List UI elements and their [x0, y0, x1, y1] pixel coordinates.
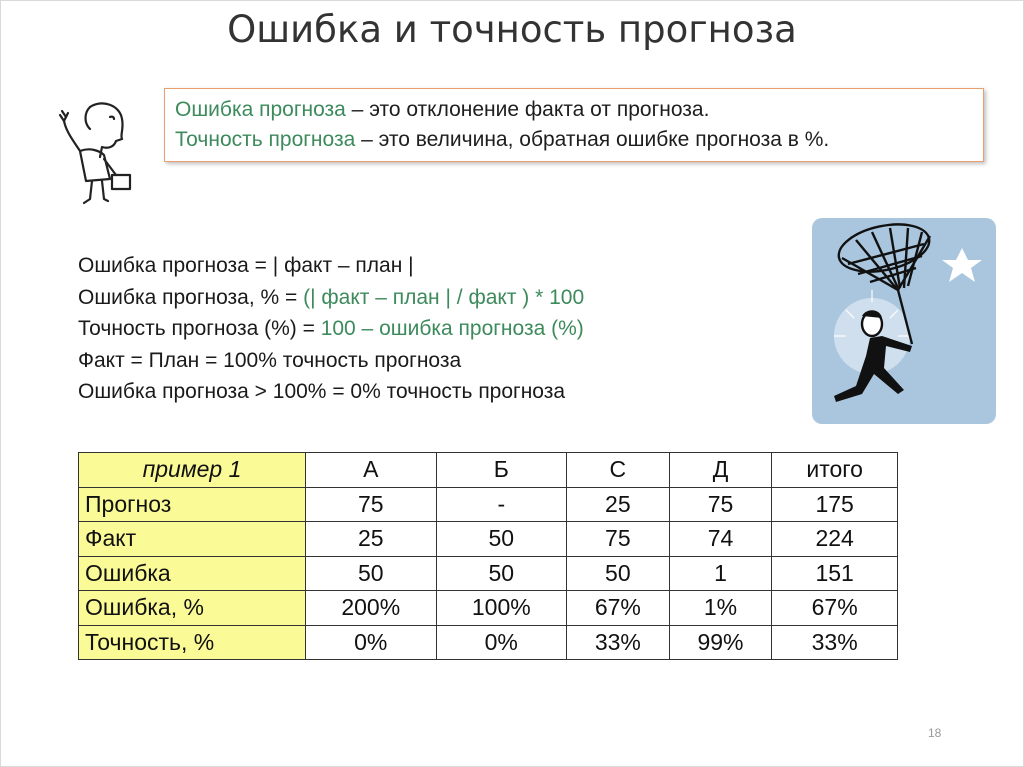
formula-accuracy [78, 313, 584, 345]
table-header-cell: итого [772, 453, 898, 488]
formulas-block [78, 250, 584, 408]
table-cell: 50 [567, 556, 670, 591]
table-cell: 99% [669, 625, 772, 660]
table-cell: 0% [306, 625, 437, 660]
term-forecast-accuracy: Точность прогноза [175, 128, 356, 151]
table-row [79, 625, 898, 660]
formula-accuracy-label: Точность прогноза (%) = [78, 317, 321, 340]
table-row [79, 591, 898, 626]
page-number: 18 [928, 726, 942, 740]
formula-error: Ошибка прогноза = | факт – план | [78, 254, 414, 277]
table-header-cell: Д [669, 453, 772, 488]
example-table [78, 452, 898, 660]
table-row [79, 522, 898, 557]
formula-error-over-100: Ошибка прогноза > 100% = 0% точность прогноза [78, 380, 566, 403]
table-row-label: Прогноз [79, 487, 306, 522]
formula-error-percent-label: Ошибка прогноза, % = [78, 285, 304, 309]
table-cell: 50 [436, 522, 567, 557]
table-header-cell: А [306, 453, 437, 488]
table-cell: 75 [306, 487, 437, 522]
table-cell: 75 [669, 487, 772, 522]
definition-line-1 [175, 95, 973, 125]
table-cell: 224 [772, 522, 898, 557]
formula-fact-equals-plan: Факт = План = 100% точность прогноза [78, 348, 462, 372]
definition-line-2 [175, 125, 973, 155]
running-person-net-illustration [812, 218, 996, 424]
formula-accuracy-expr: 100 – ошибка прогноза (%) [320, 317, 584, 340]
table-row [79, 556, 898, 591]
table-cell: - [436, 487, 567, 522]
table-cell: 1 [669, 556, 772, 591]
table-cell: 67% [567, 591, 670, 626]
table-cell: 33% [567, 625, 670, 660]
table-cell: 74 [669, 522, 772, 557]
table-header-cell: Б [436, 453, 567, 488]
table-cell: 33% [772, 625, 898, 660]
term-forecast-error: Ошибка прогноза [175, 98, 346, 121]
slide-title: Ошибка и точность прогноза [227, 8, 797, 51]
definition-forecast-error: – это отклонение факта от прогноза. [345, 98, 710, 121]
table-cell: 50 [436, 556, 567, 591]
table-cell: 200% [306, 591, 437, 626]
table-row-label: Ошибка, % [79, 591, 306, 626]
table-cell: 175 [772, 487, 898, 522]
table-cell: 25 [567, 487, 670, 522]
table-cell: 67% [772, 591, 898, 626]
definition-box [164, 88, 984, 162]
table-header-cell: С [567, 453, 670, 488]
table-row-label: Точность, % [79, 625, 306, 660]
table-cell: 50 [306, 556, 437, 591]
formula-error-percent [78, 282, 584, 314]
table-row [79, 487, 898, 522]
formula-error-percent-expr: (| факт – план | / факт ) * 100 [303, 285, 585, 309]
table-cell: 0% [436, 625, 567, 660]
definition-forecast-accuracy: – это величина, обратная ошибке прогноза в %. [355, 128, 830, 151]
table-row-label: Факт [79, 522, 306, 557]
table-cell: 151 [772, 556, 898, 591]
table-cell: 75 [567, 522, 670, 557]
table-header-cell: пример 1 [79, 453, 306, 488]
table-cell: 1% [669, 591, 772, 626]
table-row-label: Ошибка [79, 556, 306, 591]
person-thinking-icon [50, 95, 140, 210]
table-cell: 100% [436, 591, 567, 626]
table-cell: 25 [306, 522, 437, 557]
table-header-row [79, 453, 898, 488]
